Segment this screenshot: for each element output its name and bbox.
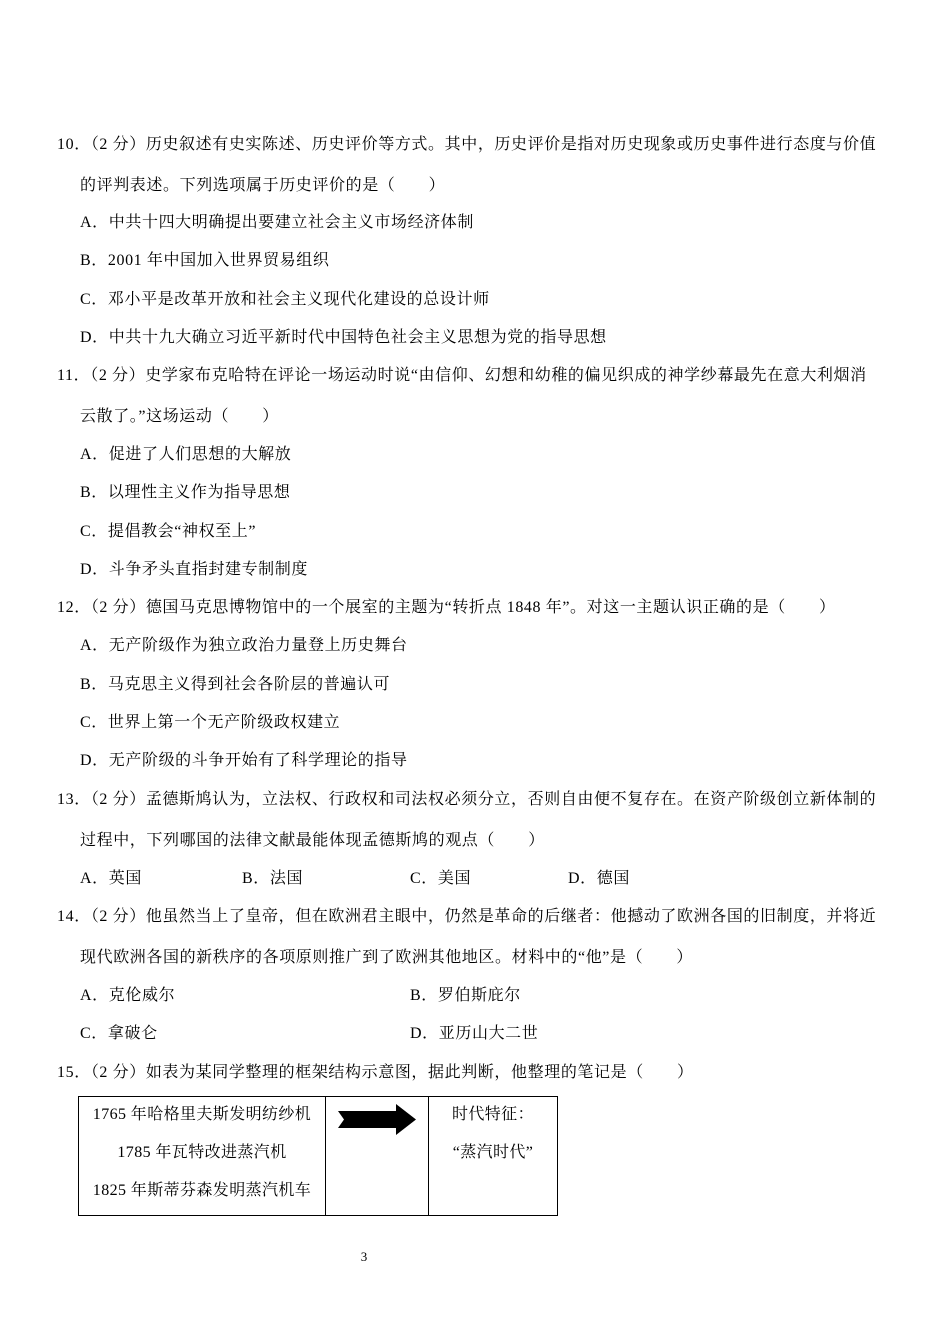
option-a [80, 636, 408, 656]
option-key: C． [80, 291, 108, 308]
question-stem-line [57, 907, 876, 927]
option-key: B． [80, 484, 108, 501]
option-a [80, 213, 474, 233]
option-key: D． [80, 561, 109, 578]
option-c [80, 713, 340, 733]
question-number: 14． [57, 908, 91, 925]
option-text: 克伦威尔 [108, 987, 176, 1004]
option-key: D． [568, 870, 597, 887]
option-a [80, 869, 142, 889]
option-key: B． [80, 676, 108, 693]
option-text: 提倡教会“神权至上” [107, 523, 257, 540]
question-stem-line [57, 135, 876, 155]
question-stem-text: 如表为某同学整理的框架结构示意图，据此判断，他整理的笔记是（ ） [145, 1064, 694, 1081]
option-c [410, 869, 471, 889]
option-d [568, 869, 630, 889]
option-text: 马克思主义得到社会各阶层的普遍认可 [107, 676, 391, 693]
question-number: 10． [57, 136, 91, 153]
question-stem-line [57, 790, 876, 810]
option-c [80, 522, 256, 542]
option-text: 无产阶级的斗争开始有了科学理论的指导 [108, 752, 408, 769]
option-text: 法国 [269, 870, 304, 887]
question-number: 12． [57, 599, 91, 616]
question-stem-text: 德国马克思博物馆中的一个展室的主题为“转折点 1848 年”。对这一主题认识正确的是（ ） [145, 599, 836, 616]
option-key: B． [410, 987, 438, 1004]
feature-value: “蒸汽时代” [452, 1144, 534, 1161]
question-stem-line [57, 1063, 694, 1083]
option-key: C． [80, 714, 108, 731]
option-text: 世界上第一个无产阶级政权建立 [107, 714, 341, 731]
option-text: 无产阶级作为独立政治力量登上历史舞台 [108, 637, 408, 654]
option-b [410, 986, 521, 1006]
option-key: A． [80, 870, 109, 887]
option-text: 2001 年中国加入世界贸易组织 [107, 252, 330, 269]
option-text: 德国 [596, 870, 630, 887]
question-score: （2 分） [90, 367, 146, 384]
option-d [80, 560, 308, 580]
option-b [80, 251, 329, 271]
question-stem-line: 过程中，下列哪国的法律文献最能体现孟德斯鸠的观点（ ） [80, 832, 545, 849]
option-key: C． [410, 870, 438, 887]
option-c [80, 1024, 158, 1044]
question-stem-line: 现代欧洲各国的新秩序的各项原则推广到了欧洲其他地区。材料中的“他”是（ ） [80, 949, 694, 966]
question-number: 15． [57, 1064, 91, 1081]
question-score: （2 分） [90, 1064, 146, 1081]
framework-table [78, 1096, 558, 1216]
feature-label: 时代特征： [451, 1106, 534, 1123]
question-score: （2 分） [90, 599, 146, 616]
option-b [80, 483, 290, 503]
question-stem-line: 的评判表述。下列选项属于历史评价的是（ ） [80, 177, 446, 194]
event-item: 1785 年瓦特改进蒸汽机 [117, 1144, 287, 1161]
option-text: 中共十四大明确提出要建立社会主义市场经济体制 [108, 214, 474, 231]
option-text: 中共十九大确立习近平新时代中国特色社会主义思想为党的指导思想 [108, 329, 607, 346]
question-stem-text: 孟德斯鸠认为，立法权、行政权和司法权必须分立，否则自由便不复存在。在资产阶级创立新体制的 [145, 791, 877, 808]
question-score: （2 分） [90, 136, 146, 153]
option-d [80, 328, 607, 348]
option-b [242, 869, 303, 889]
option-key: A． [80, 446, 109, 463]
event-item: 1825 年斯蒂芬森发明蒸汽机车 [92, 1182, 312, 1199]
question-score: （2 分） [90, 791, 146, 808]
option-a [80, 986, 175, 1006]
option-key: B． [242, 870, 270, 887]
question-number: 11． [57, 367, 91, 384]
option-b [80, 675, 390, 695]
question-stem-line [57, 366, 867, 386]
option-text: 拿破仑 [107, 1025, 158, 1042]
question-score: （2 分） [90, 908, 146, 925]
question-stem-text: 历史叙述有史实陈述、历史评价等方式。其中，历史评价是指对历史现象或历史事件进行态度与价值 [145, 136, 877, 153]
question-number: 13． [57, 791, 91, 808]
option-key: C． [80, 523, 108, 540]
option-key: A． [80, 637, 109, 654]
option-text: 亚历山大二世 [438, 1025, 539, 1042]
option-text: 邓小平是改革开放和社会主义现代化建设的总设计师 [107, 291, 490, 308]
option-a [80, 445, 291, 465]
option-key: D． [80, 329, 109, 346]
page-number: 3 [360, 1249, 368, 1264]
option-key: D． [80, 752, 109, 769]
option-text: 美国 [437, 870, 472, 887]
option-key: C． [80, 1025, 108, 1042]
option-text: 英国 [108, 870, 142, 887]
option-key: A． [80, 214, 109, 231]
option-d [80, 751, 408, 771]
question-stem-text: 他虽然当上了皇帝，但在欧洲君主眼中，仍然是革命的后继者：他撼动了欧洲各国的旧制度，并将近 [145, 908, 877, 925]
option-c [80, 290, 490, 310]
option-key: D． [410, 1025, 439, 1042]
option-key: B． [80, 252, 108, 269]
question-stem-text: 史学家布克哈特在评论一场运动时说“由信仰、幻想和幼稚的偏见织成的神学纱幕最先在意大利烟消 [145, 367, 867, 384]
option-text: 斗争矛头直指封建专制制度 [108, 561, 308, 578]
event-item: 1765 年哈格里夫斯发明纺纱机 [92, 1106, 312, 1123]
option-text: 促进了人们思想的大解放 [108, 446, 292, 463]
table-divider [325, 1097, 326, 1215]
question-stem-line [57, 598, 836, 618]
right-arrow-icon [338, 1104, 416, 1135]
option-text: 罗伯斯庇尔 [437, 987, 521, 1004]
option-text: 以理性主义作为指导思想 [107, 484, 291, 501]
option-d [410, 1024, 538, 1044]
option-key: A． [80, 987, 109, 1004]
question-stem-line: 云散了。”这场运动（ ） [80, 408, 279, 425]
